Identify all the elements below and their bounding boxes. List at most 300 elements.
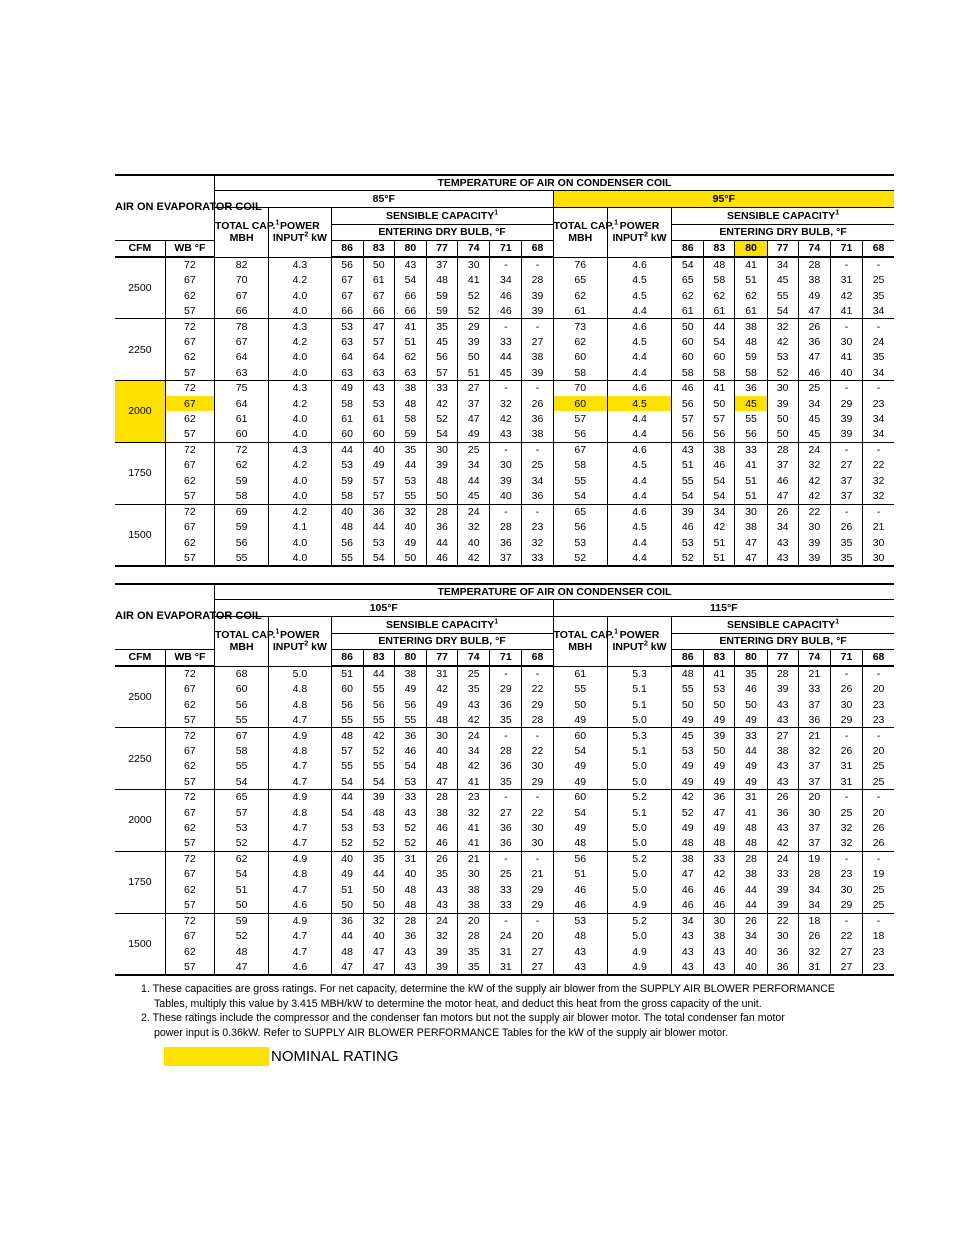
sensible-capacity-value: 43 [394, 959, 426, 974]
table-row [115, 272, 894, 287]
sensible-capacity-value: 48 [735, 836, 767, 851]
sensible-capacity-value: 42 [458, 759, 490, 774]
wb-value: 67 [165, 396, 214, 411]
table-row [115, 303, 894, 318]
sensible-capacity-value: 56 [331, 257, 363, 272]
condenser-temp-title: TEMPERATURE OF AIR ON CONDENSER COIL [214, 584, 894, 599]
sensible-capacity-value: 39 [767, 882, 798, 897]
sensible-capacity-value: 54 [331, 774, 363, 789]
sensible-capacity-value: 30 [830, 334, 862, 349]
cfm-header: CFM [115, 649, 165, 666]
total-cap-value: 62 [553, 334, 607, 349]
sensible-capacity-value: 29 [830, 898, 862, 913]
sensible-capacity-value: 22 [522, 805, 553, 820]
sensible-capacity-value: - [522, 442, 553, 457]
power-input-value: 4.8 [269, 805, 331, 820]
sensible-capacity-value: 18 [798, 913, 830, 928]
sensible-capacity-value: 48 [331, 944, 363, 959]
power-input-value: 4.9 [269, 790, 331, 805]
wb-header: WB °F [165, 649, 214, 666]
sensible-capacity-value: 45 [767, 272, 798, 287]
total-cap-header: TOTAL CAP.$^1$ MBH [553, 616, 607, 666]
power-input-value: 4.7 [269, 774, 331, 789]
sensible-capacity-value: 35 [872, 351, 885, 364]
sensible-capacity-value: 51 [458, 365, 490, 380]
sensible-capacity-value: 48 [331, 728, 363, 743]
sensible-capacity-value: - [490, 728, 522, 743]
wb-value: 57 [165, 365, 214, 380]
sensible-capacity-value: 57 [363, 489, 394, 504]
sensible-capacity-value: 28 [767, 442, 798, 457]
total-cap-value: 60 [553, 728, 607, 743]
sensible-capacity-value: 34 [872, 413, 885, 426]
total-cap-value: 55 [553, 681, 607, 696]
sensible-capacity-value: 42 [363, 728, 394, 743]
power-input-value: 4.7 [269, 820, 331, 835]
sensible-capacity-value: 34 [672, 913, 704, 928]
total-cap-value: 58 [214, 743, 268, 758]
sensible-capacity-value: 67 [331, 272, 363, 287]
total-cap-value: 72 [214, 442, 268, 457]
temp-105-header: 105°F [214, 599, 553, 616]
sensible-capacity-value: 30 [522, 836, 553, 851]
total-cap-value: 59 [214, 519, 268, 534]
sensible-capacity-value: 47 [798, 303, 830, 318]
edb-68-header: 68 [863, 240, 894, 257]
table-row [115, 666, 894, 681]
sensible-capacity-value: 52 [363, 743, 394, 758]
sensible-capacity-value: 22 [830, 928, 862, 943]
sensible-capacity-value: 48 [394, 882, 426, 897]
sensible-capacity-value: 33 [522, 550, 553, 565]
sensible-capacity-value: 56 [394, 697, 426, 712]
edb-68-header: 68 [863, 649, 894, 666]
edb-86-header: 86 [672, 240, 704, 257]
power-input-value: 4.3 [269, 381, 331, 396]
sensible-capacity-value: 27 [522, 334, 553, 349]
sensible-capacity-value: 51 [735, 473, 767, 488]
edb-74-header: 74 [458, 240, 490, 257]
sensible-capacity-value: - [876, 444, 881, 457]
power-input-value: 4.2 [269, 334, 331, 349]
total-cap-value: 58 [214, 489, 268, 504]
power-input-value: 5.0 [607, 882, 671, 897]
sensible-capacity-value: 47 [363, 319, 394, 334]
total-cap-value: 49 [553, 820, 607, 835]
sensible-capacity-value: - [876, 668, 881, 681]
power-input-value: 4.4 [607, 535, 671, 550]
power-input-value: 4.2 [269, 396, 331, 411]
sensible-capacity-value: 45 [490, 365, 522, 380]
sensible-capacity-value: - [830, 319, 862, 334]
sensible-capacity-value: 36 [490, 535, 522, 550]
power-input-value: 4.0 [269, 550, 331, 565]
sensible-capacity-value: 44 [394, 458, 426, 473]
wb-value: 57 [165, 836, 214, 851]
power-input-value: 5.1 [607, 805, 671, 820]
sensible-capacity-value: 54 [672, 489, 704, 504]
sensible-capacity-value: 37 [798, 820, 830, 835]
cfm-header: CFM [115, 240, 165, 257]
sensible-capacity-value: 52 [331, 836, 363, 851]
sensible-capacity-value: 46 [704, 898, 735, 913]
sensible-capacity-value: 26 [830, 681, 862, 696]
sensible-capacity-value: 27 [458, 381, 490, 396]
sensible-capacity-value: 24 [872, 335, 885, 348]
sensible-capacity-value: 55 [363, 681, 394, 696]
table-row [115, 913, 894, 928]
wb-value: 62 [165, 535, 214, 550]
sensible-capacity-value: 50 [363, 257, 394, 272]
table-row [115, 473, 894, 488]
sensible-capacity-value: 55 [363, 759, 394, 774]
sensible-capacity-value: 56 [331, 535, 363, 550]
sensible-capacity-value: 46 [767, 473, 798, 488]
sensible-capacity-value: 34 [863, 427, 894, 442]
sensible-capacity-value: 53 [672, 535, 704, 550]
power-input-value: 4.6 [607, 257, 671, 272]
sensible-capacity-value: 38 [735, 867, 767, 882]
sensible-capacity-value: 29 [522, 882, 553, 897]
total-cap-value: 65 [214, 790, 268, 805]
sensible-capacity-value: 40 [426, 743, 457, 758]
sensible-capacity-value: 41 [458, 272, 490, 287]
power-input-value: 4.2 [269, 458, 331, 473]
edb-71-header: 71 [830, 649, 862, 666]
sensible-capacity-value: 38 [798, 272, 830, 287]
total-cap-value: 56 [214, 697, 268, 712]
sensible-capacity-value: 38 [704, 442, 735, 457]
sensible-capacity-value: 62 [394, 350, 426, 365]
sensible-capacity-value: 33 [735, 442, 767, 457]
total-cap-value: 56 [553, 519, 607, 534]
sensible-capacity-value: 66 [394, 303, 426, 318]
sensible-capacity-value: 28 [490, 519, 522, 534]
sensible-capacity-value: 61 [704, 303, 735, 318]
sensible-capacity-value: 45 [798, 427, 830, 442]
sensible-capacity-value: 40 [394, 867, 426, 882]
wb-value: 57 [165, 550, 214, 565]
sensible-capacity-value: 27 [522, 959, 553, 974]
sensible-capacity-value: 28 [394, 913, 426, 928]
sensible-capacity-value: 35 [458, 959, 490, 974]
sensible-capacity-value: 41 [735, 458, 767, 473]
sensible-capacity-value: 42 [798, 473, 830, 488]
sensible-capacity-value: 59 [394, 427, 426, 442]
sensible-capacity-value: 55 [331, 759, 363, 774]
sensible-capacity-value: 23 [458, 790, 490, 805]
temp-85-header: 85°F [214, 190, 553, 207]
sensible-capacity-header: SENSIBLE CAPACITY$^1$ [331, 207, 553, 224]
sensible-capacity-value: 57 [426, 365, 457, 380]
sensible-capacity-value: 41 [458, 836, 490, 851]
entering-dry-bulb-header: ENTERING DRY BULB, °F [331, 633, 553, 649]
sensible-capacity-value: - [522, 790, 553, 805]
sensible-capacity-value: 36 [490, 697, 522, 712]
power-input-value: 4.8 [269, 697, 331, 712]
sensible-capacity-value: 24 [458, 728, 490, 743]
sensible-capacity-value: 43 [767, 712, 798, 727]
sensible-capacity-value: 38 [522, 427, 553, 442]
sensible-capacity-value: 43 [767, 774, 798, 789]
sensible-capacity-value: 43 [672, 944, 704, 959]
wb-value: 57 [165, 898, 214, 913]
sensible-capacity-value: 53 [672, 743, 704, 758]
sensible-capacity-value: 36 [490, 759, 522, 774]
edb-68-header: 68 [522, 649, 553, 666]
total-cap-value: 52 [214, 928, 268, 943]
sensible-capacity-value: 22 [872, 459, 885, 472]
total-cap-value: 54 [214, 867, 268, 882]
sensible-capacity-value: 28 [426, 790, 457, 805]
sensible-capacity-value: 66 [394, 288, 426, 303]
sensible-capacity-value: - [830, 257, 862, 272]
sensible-capacity-value: 66 [331, 303, 363, 318]
sensible-capacity-value: 43 [767, 820, 798, 835]
sensible-capacity-value: 44 [331, 928, 363, 943]
cfm-value: 2500 [115, 257, 165, 319]
table-row [115, 774, 894, 789]
sensible-capacity-value: 33 [490, 898, 522, 913]
sensible-capacity-value: 40 [830, 365, 862, 380]
total-cap-value: 61 [553, 666, 607, 681]
sensible-capacity-value: 46 [426, 820, 457, 835]
power-input-value: 4.4 [607, 427, 671, 442]
sensible-capacity-value: 31 [830, 774, 862, 789]
sensible-capacity-value: 38 [394, 381, 426, 396]
sensible-capacity-value: - [490, 666, 522, 681]
sensible-capacity-value: 42 [490, 411, 522, 426]
sensible-capacity-value: 35 [458, 681, 490, 696]
sensible-capacity-value: 23 [863, 959, 894, 974]
edb-77-header: 77 [426, 649, 457, 666]
sensible-capacity-value: 53 [331, 820, 363, 835]
wb-value: 72 [165, 319, 214, 334]
table-row [115, 805, 894, 820]
sensible-capacity-value: 38 [458, 882, 490, 897]
power-input-value: 4.7 [269, 836, 331, 851]
total-cap-value: 49 [553, 774, 607, 789]
sensible-capacity-value: 26 [863, 836, 894, 851]
sensible-capacity-value: 39 [767, 681, 798, 696]
power-input-value: 4.7 [269, 759, 331, 774]
table-row [115, 759, 894, 774]
performance-table-body [115, 666, 894, 975]
sensible-capacity-value: 25 [830, 805, 862, 820]
sensible-capacity-value: 21 [872, 521, 885, 534]
table-row [115, 535, 894, 550]
cfm-value: 1750 [115, 851, 165, 913]
sensible-capacity-value: 36 [735, 381, 767, 396]
table-row [115, 928, 894, 943]
total-cap-value: 67 [553, 442, 607, 457]
wb-value: 57 [165, 774, 214, 789]
sensible-capacity-value: 38 [672, 851, 704, 866]
sensible-capacity-value: 46 [735, 681, 767, 696]
sensible-capacity-value: 58 [331, 396, 363, 411]
power-input-value: 4.0 [269, 288, 331, 303]
sensible-capacity-value: 29 [830, 396, 862, 411]
sensible-capacity-value: 35 [872, 289, 885, 302]
table-row [115, 365, 894, 380]
sensible-capacity-value: - [490, 319, 522, 334]
sensible-capacity-value: 31 [394, 851, 426, 866]
sensible-capacity-value: 36 [798, 712, 830, 727]
total-cap-value: 60 [214, 681, 268, 696]
sensible-capacity-value: - [522, 257, 553, 272]
power-input-value: 4.4 [607, 550, 671, 565]
sensible-capacity-value: 44 [735, 743, 767, 758]
power-input-value: 4.0 [269, 489, 331, 504]
sensible-capacity-value: 58 [704, 272, 735, 287]
table-row [115, 442, 894, 457]
sensible-capacity-value: 20 [872, 744, 885, 757]
power-input-value: 5.1 [607, 743, 671, 758]
sensible-capacity-value: 32 [863, 489, 894, 504]
sensible-capacity-value: 39 [767, 396, 798, 411]
sensible-capacity-value: 49 [704, 774, 735, 789]
sensible-capacity-value: 44 [363, 519, 394, 534]
sensible-capacity-value: 51 [394, 334, 426, 349]
sensible-capacity-value: 34 [767, 257, 798, 272]
wb-value: 67 [165, 867, 214, 882]
sensible-capacity-value: 40 [490, 489, 522, 504]
sensible-capacity-value: 32 [490, 396, 522, 411]
sensible-capacity-value: 55 [735, 411, 767, 426]
sensible-capacity-value: 60 [704, 350, 735, 365]
power-input-value: 4.5 [607, 396, 671, 411]
sensible-capacity-value: 42 [426, 681, 457, 696]
sensible-capacity-value: 44 [490, 350, 522, 365]
sensible-capacity-value: - [490, 913, 522, 928]
sensible-capacity-value: 34 [458, 458, 490, 473]
power-input-value: 4.9 [607, 959, 671, 974]
sensible-capacity-value: 39 [830, 427, 862, 442]
sensible-capacity-value: 51 [672, 458, 704, 473]
edb-71-header: 71 [490, 649, 522, 666]
power-input-value: 4.5 [607, 458, 671, 473]
power-input-value: 4.9 [269, 851, 331, 866]
sensible-capacity-value: 33 [426, 381, 457, 396]
sensible-capacity-value: 39 [426, 944, 457, 959]
total-cap-value: 55 [214, 712, 268, 727]
sensible-capacity-value: 30 [426, 442, 457, 457]
sensible-capacity-value: 63 [331, 334, 363, 349]
total-cap-value: 75 [214, 381, 268, 396]
sensible-capacity-value: 61 [363, 272, 394, 287]
sensible-capacity-value: 47 [363, 944, 394, 959]
sensible-capacity-value: 30 [522, 759, 553, 774]
entering-dry-bulb-header: ENTERING DRY BULB, °F [672, 224, 894, 240]
sensible-capacity-value: 25 [458, 442, 490, 457]
sensible-capacity-value: 39 [458, 334, 490, 349]
sensible-capacity-value: 59 [331, 473, 363, 488]
condenser-temp-title: TEMPERATURE OF AIR ON CONDENSER COIL [214, 175, 894, 190]
sensible-capacity-value: 37 [767, 458, 798, 473]
total-cap-value: 46 [553, 898, 607, 913]
power-input-value: 4.7 [269, 882, 331, 897]
sensible-capacity-value: 47 [735, 535, 767, 550]
sensible-capacity-value: 36 [363, 504, 394, 519]
sensible-capacity-value: 55 [331, 712, 363, 727]
sensible-capacity-value: 32 [798, 944, 830, 959]
sensible-capacity-value: 30 [863, 550, 894, 565]
sensible-capacity-value: 34 [458, 743, 490, 758]
total-cap-value: 49 [553, 712, 607, 727]
sensible-capacity-value: 42 [458, 550, 490, 565]
sensible-capacity-value: 48 [394, 396, 426, 411]
sensible-capacity-value: 36 [490, 836, 522, 851]
sensible-capacity-value: 66 [363, 303, 394, 318]
sensible-capacity-value: 36 [767, 944, 798, 959]
sensible-capacity-value: 32 [830, 836, 862, 851]
cfm-value: 2000 [115, 790, 165, 852]
sensible-capacity-value: 64 [363, 350, 394, 365]
sensible-capacity-value: - [830, 504, 862, 519]
wb-value: 57 [165, 303, 214, 318]
power-input-value: 4.8 [269, 681, 331, 696]
sensible-capacity-value: 33 [704, 851, 735, 866]
total-cap-value: 50 [214, 898, 268, 913]
sensible-capacity-value: - [522, 504, 553, 519]
sensible-capacity-value: 30 [522, 820, 553, 835]
sensible-capacity-value: 47 [735, 550, 767, 565]
wb-value: 72 [165, 504, 214, 519]
sensible-capacity-value: - [490, 442, 522, 457]
sensible-capacity-value: 47 [426, 774, 457, 789]
sensible-capacity-value: 46 [672, 898, 704, 913]
sensible-capacity-value: 44 [735, 898, 767, 913]
sensible-capacity-value: 39 [522, 365, 553, 380]
total-cap-value: 55 [214, 550, 268, 565]
total-cap-value: 73 [553, 319, 607, 334]
sensible-capacity-value: 54 [331, 805, 363, 820]
sensible-capacity-value: 48 [735, 334, 767, 349]
sensible-capacity-value: 51 [704, 535, 735, 550]
total-cap-value: 66 [214, 303, 268, 318]
sensible-capacity-value: 58 [331, 489, 363, 504]
sensible-capacity-value: 46 [704, 458, 735, 473]
sensible-capacity-value: 43 [767, 759, 798, 774]
power-input-value: 4.9 [269, 728, 331, 743]
sensible-capacity-value: 41 [830, 303, 862, 318]
sensible-capacity-value: 36 [331, 913, 363, 928]
sensible-capacity-value: 28 [767, 666, 798, 681]
sensible-capacity-value: 31 [830, 272, 862, 287]
sensible-capacity-value: 49 [735, 774, 767, 789]
sensible-capacity-value: 55 [394, 712, 426, 727]
power-input-value: 5.0 [607, 820, 671, 835]
sensible-capacity-value: 22 [522, 743, 553, 758]
power-input-value: 4.9 [607, 944, 671, 959]
wb-value: 67 [165, 334, 214, 349]
power-input-value: 5.0 [607, 774, 671, 789]
table-row [115, 851, 894, 866]
sensible-capacity-value: 46 [490, 288, 522, 303]
total-cap-value: 61 [214, 411, 268, 426]
sensible-capacity-value: 23 [522, 519, 553, 534]
table-row [115, 411, 894, 426]
sensible-capacity-value: - [830, 851, 862, 866]
sensible-capacity-value: 59 [426, 303, 457, 318]
power-input-header: POWER INPUT$^2$ kW [607, 207, 671, 257]
power-input-value: 5.0 [607, 759, 671, 774]
total-cap-value: 56 [553, 427, 607, 442]
sensible-capacity-value: 37 [798, 759, 830, 774]
edb-68-header: 68 [522, 240, 553, 257]
wb-value: 72 [165, 728, 214, 743]
power-input-value: 5.1 [607, 697, 671, 712]
